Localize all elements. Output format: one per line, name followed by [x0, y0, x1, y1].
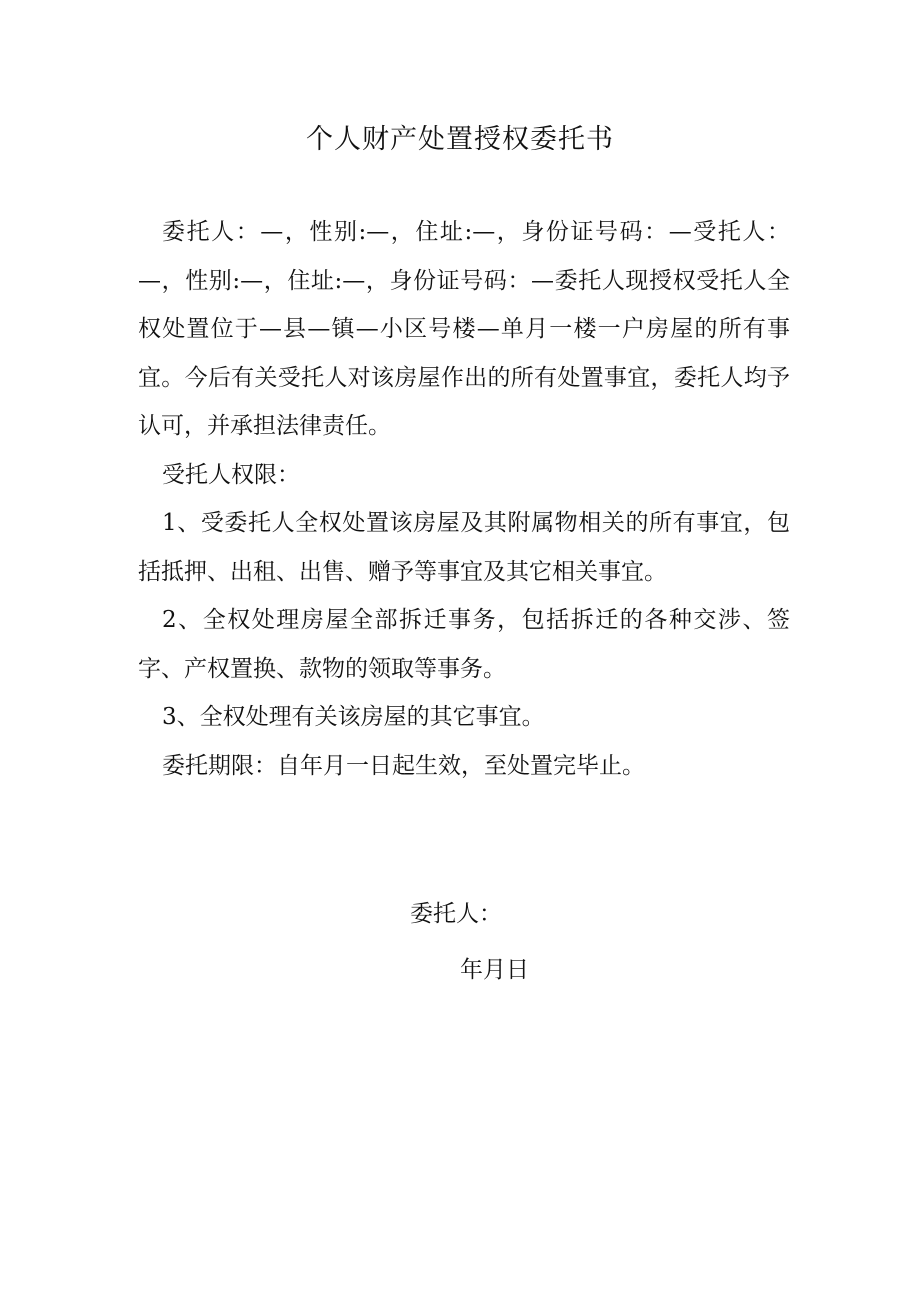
paragraph-parties: 委托人：—，性别:—，住址:—，身份证号码：—受托人：—，性别:—，住址:—，身份证号码：—委托人现授权受托人全权处置位于—县—镇—小区号楼—单月一楼一户房屋的所有事宜。今后有关受托人对该房屋作出的所有处置事宜，委托人均予认可，并承担法律责任。: [138, 219, 790, 439]
signature-date-label: 年月日: [460, 957, 529, 983]
paragraph-term: 委托期限：自年月一日起生效，至处置完毕止。: [162, 752, 645, 779]
paragraph-authority-item-2: 2、全权处理房屋全部拆迁事务，包括拆迁的各种交涉、签字、产权置换、款物的领取等事务。: [138, 607, 790, 682]
document-body: [138, 208, 790, 790]
paragraph-authority-item-1: 1、受委托人全权处置该房屋及其附属物相关的所有事宜，包括抵押、出租、出售、赠予等事宜及其它相关事宜。: [138, 510, 790, 585]
signature-name-label: 委托人：: [410, 901, 502, 927]
document-title: 个人财产处置授权委托书: [306, 124, 614, 155]
paragraph-authority-item-3: 3、全权处理有关该房屋的其它事宜。: [162, 704, 545, 730]
paragraph-authority-heading: 受托人权限：: [162, 461, 300, 488]
